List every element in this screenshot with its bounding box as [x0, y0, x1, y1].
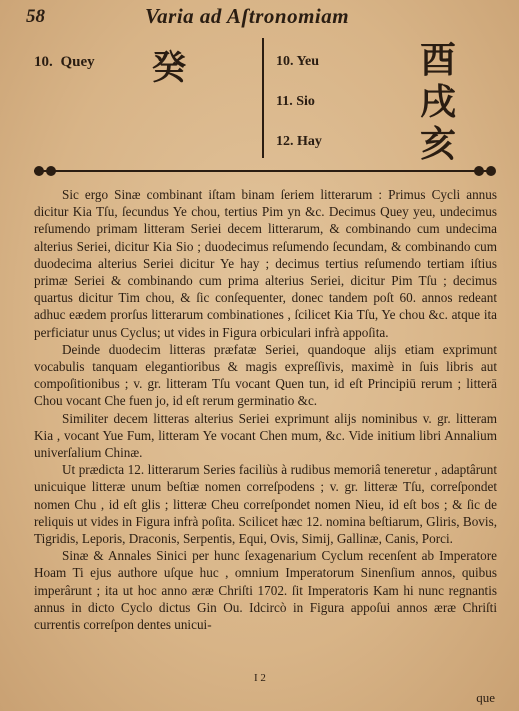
right-row-hay	[276, 134, 322, 150]
paragraph: Similiter decem litteras alterius Seriei exprimunt alijs nominibus v. gr. litteram Kia , vocant Yue Fum, litteram Ye vocant Chen mum, &c. Vide initium libri Annalium univerſalium Chinæ.	[34, 410, 497, 461]
paragraph: Deinde duodecim litteras præfatæ Seriei, quandoque alijs etiam exprimunt vocabulis tanquam elegantioribus & magis expreſſivis, maximè in ſuis libris aut compoſitionibus ; v. gr. litteram Tſu vocant Quen tun, id eſt Principiū rerum ; litterā Chou vocant Che fuen jo, id eſt rerum germinatio &c.	[34, 341, 497, 409]
divider-rule	[34, 170, 494, 172]
right-row-name: Yeu	[296, 54, 320, 69]
paragraph: Ut prædicta 12. litterarum Series faciliùs à rudibus memoriâ teneretur , adaptârunt unicuique litteræ unum beſtiæ nomen correſpodens ; v. gr. litteræ Tſu, correſpondet nomen Chu , id eſt glis ; litteræ Cheu correſpondet nomen Nieu, id eſt bos ; & ſic de reliquis ut vides in Figura infrà poſita. Scilicet hæc 12. nomina beſtiarum, Gliris, Bovis, Tigridis, Leporis, Draconis, Serpentis, Equi, Ovis, Simij, Gallinæ, Canis, Porci.	[34, 462, 497, 547]
right-row-name: Hay	[297, 134, 322, 149]
left-entry-number: 10.	[34, 54, 53, 70]
right-row-number: 10.	[276, 54, 294, 69]
left-entry-name: Quey	[60, 54, 95, 70]
right-row-yeu	[276, 54, 319, 70]
ornamental-divider	[34, 166, 494, 176]
right-row-number: 12.	[276, 134, 294, 149]
divider-dot	[46, 166, 56, 176]
chinese-character-hay: 亥	[419, 124, 456, 165]
divider-dot	[34, 166, 44, 176]
chinese-character-quey: 癸	[152, 48, 186, 88]
signature-mark: I 2	[254, 672, 266, 684]
paragraph: Sinæ & Annales Sinici per hunc ſexagenarium Cyclum recenſent ab Imperatore Hoam Ti ejus authore uſque huc , omnium Imperatorum Sinenſium annos, quibus imperârunt ; ita ut hoc anno æræ Chriſti 1702. ſit Imperatoris Kam hi nunc regnantis annus in dicto Cyclo dictus Gin Ou. Idcircò in Figura appoſui annos æræ Chriſti currentis correſpon dentes unicui-	[34, 548, 497, 633]
chinese-character-sio: 戌	[419, 82, 456, 123]
right-row-sio	[276, 94, 315, 110]
paragraph: Sic ergo Sinæ combinant iſtam binam ſeriem litterarum : Primus Cycli annus dicitur Kia Tſu, ſecundus Ye chou, tertius Pim yn &c. Decimus Quey yeu, undecimus reſumendo primam litteram Seriei decem litterarum, & combinando cum undecima alterius Seriei, dicitur Kia Sio ; duodecimus reſumendo ſecundam, & combinando cum duodecima alterius Seriei dicitur Ye hay ; decimus tertius reſumendo tertiam iſtius primæ Seriei & combinando cum prima alterius Seriei, dicitur Pim Tſu ; decimus quartus dicitur Tim chou, & ſic conſequenter, donec tandem poſt 60. annos redeant adhuc eædem prorſus litterarum combinationes , ſcilicet Kia Tſu, Ye chou &c. atque ita perficiatur unus Cyclus; ut vides in Figura orbiculari infrà appoſita.	[34, 187, 497, 340]
character-table	[0, 38, 519, 164]
page-header	[0, 0, 519, 30]
right-row-name: Sio	[296, 94, 315, 109]
body-text	[34, 186, 497, 633]
page-number: 58	[26, 6, 45, 27]
left-entry	[34, 54, 95, 71]
divider-dot	[486, 166, 496, 176]
divider-dot	[474, 166, 484, 176]
chinese-character-yeu: 酉	[419, 40, 456, 81]
right-row-number: 11.	[276, 94, 293, 109]
right-character-column	[408, 40, 468, 166]
column-rule	[262, 38, 264, 158]
catchword: que	[476, 690, 495, 705]
running-title: Varia ad Aſtronomiam	[145, 4, 350, 28]
